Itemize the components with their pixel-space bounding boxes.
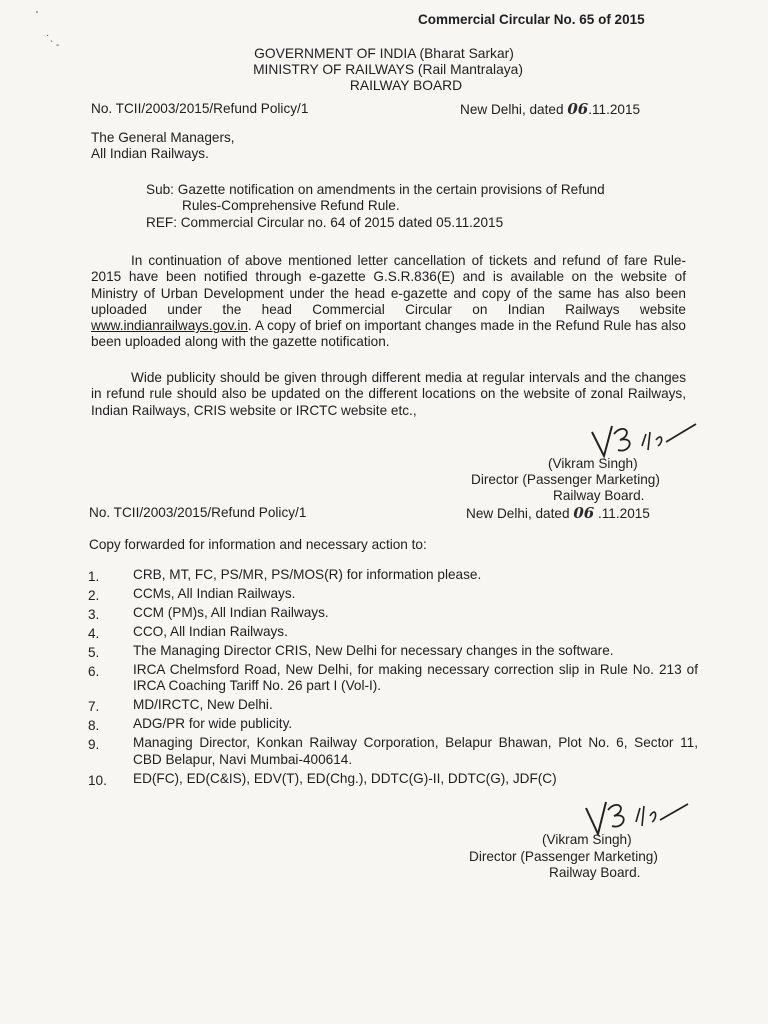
- list-item-number: 10.: [88, 772, 107, 788]
- body-paragraph-2: Wide publicity should be given through different media at regular intervals and the changes in refund rule should also be updated on the different locations on the website of zonal Railways, Indian Railways, CRIS website or IRCTC website etc.,: [91, 370, 686, 418]
- list-item-number: 5.: [88, 645, 100, 660]
- list-item: [88, 624, 698, 643]
- body-paragraph-1: In continuation of above mentioned letter cancellation of tickets and refund of fare Rule-2015 have been notified through e-gazette G.S.R.836(E) and is available on the website of Ministry of Urban Development under the head e-gazette and copy of the same has also been uploaded under the head Commercial Circular on Indian Railways website www.indianrailways.gov.in. A copy of brief on important changes made in the Refund Rule has also been uploaded along with the gazette notification.: [91, 253, 686, 350]
- list-item-number: 2.: [88, 588, 100, 603]
- list-item: [88, 735, 698, 770]
- signatory-org-1: Railway Board.: [553, 488, 645, 503]
- signatory-name-2: (Vikram Singh): [542, 832, 632, 847]
- circular-number: Commercial Circular No. 65 of 2015: [418, 12, 645, 27]
- subject-line-2: Rules-Comprehensive Refund Rule.: [182, 198, 400, 213]
- list-item: [88, 567, 698, 586]
- signatory-title-2: Director (Passenger Marketing): [469, 849, 658, 864]
- gov-heading: GOVERNMENT OF INDIA (Bharat Sarkar): [254, 46, 514, 61]
- list-item-number: 3.: [88, 607, 100, 622]
- list-item-number: 6.: [88, 664, 100, 679]
- list-item-text: CCMs, All Indian Railways.: [133, 586, 296, 601]
- copy-date: New Delhi, dated 06 .11.2015: [466, 504, 650, 522]
- list-item-text: CCO, All Indian Railways.: [133, 624, 288, 639]
- date-day-handwritten: 06: [567, 100, 589, 118]
- copy-intro: Copy forwarded for information and necessary action to:: [89, 537, 427, 552]
- list-item: [88, 643, 698, 662]
- list-item: [88, 771, 698, 790]
- list-item-text: CRB, MT, FC, PS/MR, PS/MOS(R) for information please.: [133, 567, 482, 582]
- indianrailways-link[interactable]: www.indianrailways.gov.in: [91, 318, 248, 334]
- list-item-number: 8.: [88, 718, 100, 734]
- list-item-text: MD/IRCTC, New Delhi.: [133, 697, 273, 713]
- copy-ref-no: No. TCII/2003/2015/Refund Policy/1: [89, 505, 307, 520]
- list-item: [88, 697, 698, 716]
- reference-line: REF: Commercial Circular no. 64 of 2015 dated 05.11.2015: [146, 215, 504, 230]
- list-item: [88, 605, 698, 624]
- letter-ref-no: No. TCII/2003/2015/Refund Policy/1: [91, 101, 309, 116]
- signatory-org-2: Railway Board.: [549, 865, 641, 880]
- list-item-text: ED(FC), ED(C&IS), EDV(T), ED(Chg.), DDTC(G)-II, DDTC(G), JDF(C): [133, 770, 557, 786]
- addressee-line-2: All Indian Railways.: [91, 146, 209, 161]
- list-item-text: CCM (PM)s, All Indian Railways.: [133, 605, 329, 620]
- list-item-number: 4.: [88, 626, 100, 641]
- list-item: [88, 586, 698, 605]
- list-item: [88, 716, 698, 735]
- addressee-line-1: The General Managers,: [91, 130, 235, 145]
- ministry-heading: MINISTRY OF RAILWAYS (Rail Mantralaya): [253, 62, 523, 77]
- list-item-number: 9.: [88, 737, 100, 753]
- subject-line-1: Sub: Gazette notification on amendments in the certain provisions of Refund: [146, 182, 605, 197]
- list-item-number: 7.: [88, 699, 100, 715]
- distribution-list: [88, 567, 698, 790]
- signatory-name-1: (Vikram Singh): [548, 456, 638, 471]
- list-item-text: ADG/PR for wide publicity.: [133, 716, 293, 732]
- list-item-text: IRCA Chelmsford Road, New Delhi, for making necessary correction slip in Rule No. 213 of IRCA Coaching Tariff No. 26 part I (Vol-I).: [133, 662, 698, 694]
- letter-date: New Delhi, dated 06.11.2015: [460, 100, 641, 118]
- list-item-number: 1.: [88, 569, 100, 584]
- list-item-text: Managing Director, Konkan Railway Corporation, Belapur Bhawan, Plot No. 6, Sector 11, CBD Belapur, Navi Mumbai-400614.: [133, 735, 698, 767]
- list-item-text: The Managing Director CRIS, New Delhi for necessary changes in the software.: [133, 643, 614, 658]
- copy-date-day-handwritten: 06: [573, 504, 595, 522]
- signatory-title-1: Director (Passenger Marketing): [471, 472, 660, 487]
- list-item: [88, 662, 698, 697]
- signature-1: [590, 420, 700, 460]
- board-heading: RAILWAY BOARD: [349, 78, 463, 93]
